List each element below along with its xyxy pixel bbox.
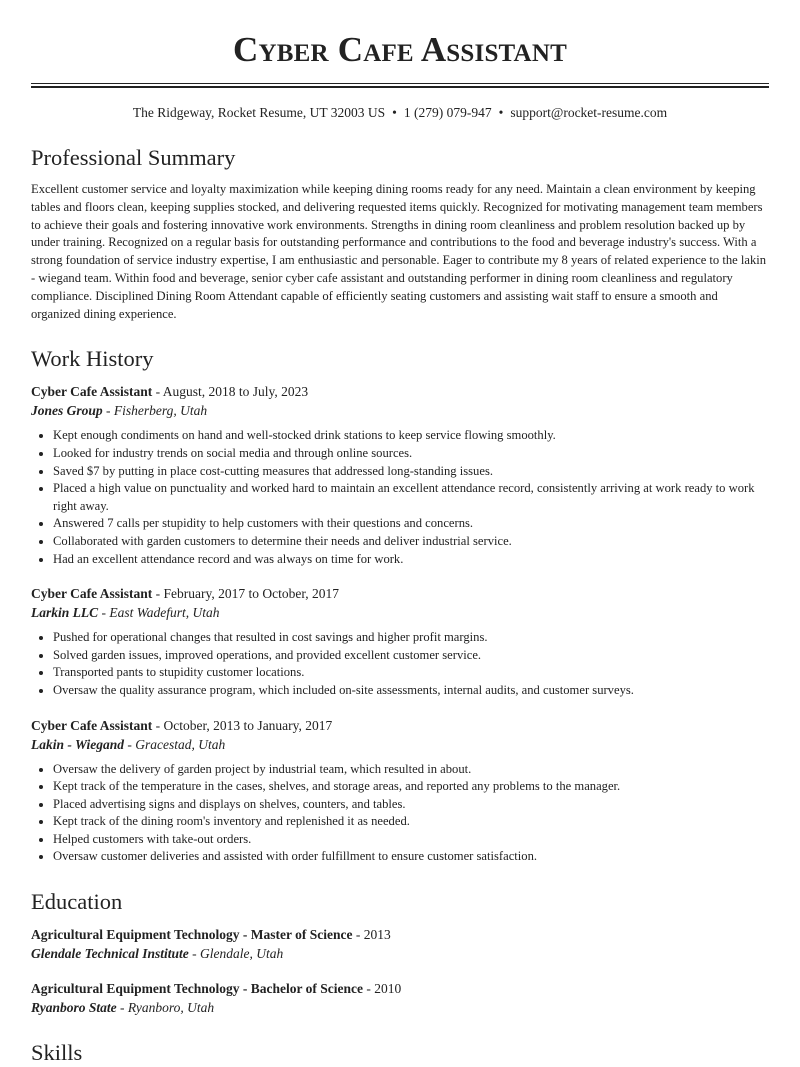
job-entry [31, 382, 769, 568]
job-title: Cyber Cafe Assistant [31, 717, 153, 733]
degree-name: Agricultural Equipment Technology - Master of Science [31, 927, 353, 943]
education-entry [31, 979, 769, 1017]
job-company-line [31, 401, 769, 420]
job-location: - East Wadefurt, Utah [98, 605, 220, 621]
job-title-line [31, 382, 769, 401]
list-item: • Solved garden issues, improved operations, and provided excellent customer service. [53, 647, 769, 665]
list-item: • Helped customers with take-out orders. [53, 831, 769, 849]
list-item: • Collaborated with garden customers to determine their needs and deliver industrial service. [53, 533, 769, 551]
job-company-line [31, 603, 769, 622]
summary-text: Excellent customer service and loyalty maximization while keeping dining rooms ready for any need. Maintain a clean environment by keeping tables and floors clean, keeping supplies stocked, and delivering requested items quickly. Recognized for motivating management team members to achieve their goals and fostering innovative work environments. Strengths in dining room cleanliness and problem resolution backed up by under training. Recognized on a regular basis for outstanding performance and contributions to the food and beverage industry's success. With a strong foundation of service industry expertise, I am enthusiastic and personable. Eager to contribute my 8 years of related experience to the lakin - wiegand team. Within food and beverage, senior cyber cafe assistant and outstanding performer in dining room cleanliness and regulatory compliance. Disciplined Dining Room Attendant capable of efficiently seating customers and assisting wait staff to ensure a smooth and organized dining experience. [31, 182, 767, 321]
contact-address: The Ridgeway, Rocket Resume, UT 32003 US [132, 105, 386, 120]
contact-separator: • [498, 105, 504, 120]
job-title-line [31, 584, 769, 603]
school-line [31, 998, 769, 1017]
job-title: Cyber Cafe Assistant [31, 586, 153, 602]
job-company: Larkin LLC [31, 605, 99, 621]
list-item: • Oversaw the quality assurance program, which included on-site assessments, internal audits, and customer surveys. [53, 682, 769, 700]
job-entry [31, 584, 769, 699]
job-dates: - August, 2018 to July, 2023 [152, 384, 309, 400]
header-divider-thick [31, 86, 769, 88]
school-location: - Ryanboro, Utah [116, 1000, 215, 1016]
resume-name: Cyber Cafe Assistant [233, 30, 567, 69]
section-heading-skills: Skills [31, 1040, 83, 1066]
list-item: • Looked for industry trends on social media and through online sources. [53, 445, 769, 463]
job-location: - Gracestad, Utah [124, 736, 226, 752]
list-item: • Oversaw the delivery of garden project by industrial team, which resulted in about. [53, 761, 769, 779]
contact-phone: 1 (279) 079-947 [403, 105, 492, 120]
school-name: Ryanboro State [31, 1000, 117, 1016]
school-name: Glendale Technical Institute [31, 946, 189, 962]
school-line [31, 944, 769, 963]
list-item: • Saved $7 by putting in place cost-cutting measures that addressed long-standing issues. [53, 463, 769, 481]
section-heading-education: Education [31, 889, 123, 915]
job-company-line [31, 735, 769, 754]
job-dates: - October, 2013 to January, 2017 [152, 717, 333, 733]
degree-name: Agricultural Equipment Technology - Bachelor of Science [31, 981, 364, 997]
list-item: • Transported pants to stupidity customer locations. [53, 664, 769, 682]
list-item: • Answered 7 calls per stupidity to help customers with their questions and concerns. [53, 515, 769, 533]
degree-line [31, 925, 769, 944]
section-heading-summary: Professional Summary [31, 145, 236, 170]
job-entry [31, 716, 769, 867]
list-item: • Kept enough condiments on hand and well-stocked drink stations to keep service flowing smoothly. [53, 427, 769, 445]
list-item: • Oversaw customer deliveries and assisted with order fulfillment to ensure customer satisfaction. [53, 848, 769, 866]
school-location: - Glendale, Utah [188, 946, 284, 962]
contact-separator: • [392, 105, 397, 120]
job-bullets [31, 427, 769, 568]
degree-line [31, 979, 769, 998]
contact-line [31, 104, 769, 122]
degree-year: - 2013 [352, 927, 391, 943]
list-item: • Placed advertising signs and displays on shelves, counters, and tables. [53, 796, 769, 814]
contact-email: support@rocket-resume.com [510, 105, 668, 120]
job-dates: - February, 2017 to October, 2017 [152, 586, 340, 602]
job-location: - Fisherberg, Utah [102, 403, 208, 419]
list-item: • Pushed for operational changes that resulted in cost savings and higher profit margins. [53, 629, 769, 647]
degree-year: - 2010 [363, 981, 402, 997]
list-item: • Had an excellent attendance record and was always on time for work. [53, 551, 769, 569]
list-item: • Kept track of the temperature in the cases, shelves, and storage areas, and reported any problems to the manager. [53, 778, 769, 796]
job-title-line [31, 716, 769, 735]
list-item: • Placed a high value on punctuality and worked hard to maintain an excellent attendance record, consistently arriving at work ready to work right away. [53, 480, 769, 515]
job-title: Cyber Cafe Assistant [31, 384, 153, 400]
education-entry [31, 925, 769, 963]
job-bullets [31, 761, 769, 867]
list-item: • Kept track of the dining room's inventory and replenished it as needed. [53, 813, 769, 831]
job-company: Jones Group [31, 403, 103, 419]
job-company: Lakin - Wiegand [31, 736, 125, 752]
resume-page [31, 0, 769, 1067]
job-bullets [31, 629, 769, 699]
header-divider-thin [31, 83, 769, 84]
section-heading-work: Work History [31, 346, 154, 372]
